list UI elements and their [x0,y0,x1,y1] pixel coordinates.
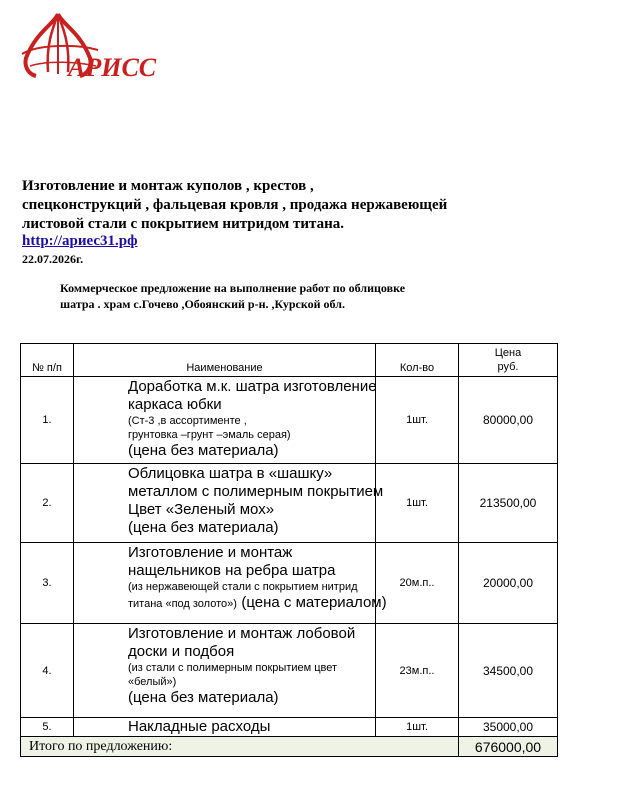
row-price: 20000,00 [459,543,558,624]
row-note: (цена без материала) [128,519,279,536]
header-price-unit: руб. [497,361,519,373]
table-row [21,718,558,737]
row-num: 5. [21,718,74,737]
row-details-mixed [128,594,387,612]
row-num: 1. [21,377,74,464]
row-title: Цвет «Зеленый мох» [128,501,275,518]
total-row [21,737,558,757]
table-row [21,464,558,543]
row-note: (цена без материала) [128,689,279,706]
row-num: 2. [21,464,74,543]
company-description [22,177,522,234]
row-description [74,464,384,543]
row-title: каркаса юбки [128,396,222,413]
total-value: 676000,00 [459,737,558,757]
row-price: 213500,00 [459,464,558,543]
row-title: Изготовление и монтаж [128,544,293,561]
row-qty: 23м.п.. [376,624,459,718]
header-name: Наименование [74,344,376,377]
document-date: 22.07.2026г. [22,252,84,266]
row-price: 80000,00 [459,377,558,464]
row-price: 35000,00 [459,718,558,737]
offer-line: Коммерческое предложение на выполнение работ по облицовке [60,281,406,295]
company-line: спецконструкций , фальцевая кровля , продажа нержавеющей [22,197,448,213]
offer-title [60,280,580,312]
row-price: 34500,00 [459,624,558,718]
row-title: Накладные расходы [128,718,271,735]
dome-logo-icon [18,10,178,90]
total-label: Итого по предложению: [21,737,459,757]
row-title: нащельников на ребра шатра [128,562,336,579]
row-title: доски и подбоя [128,643,235,660]
row-qty: 20м.п.. [376,543,459,624]
row-num: 3. [21,543,74,624]
row-title: Изготовление и монтаж лобовой [128,625,356,642]
row-title: металлом с полимерным покрытием [128,483,384,500]
row-qty: 1шт. [376,464,459,543]
row-title: Облицовка шатра в «шашку» [128,465,333,482]
row-title: Доработка м.к. шатра изготовление [128,378,377,395]
header-price-label: Цена [494,347,522,359]
table-header-row [21,344,558,377]
row-details-tail: титана «под золото») [128,598,237,610]
row-details: грунтовка –грунт –эмаль серая) [128,429,291,441]
website-link[interactable]: http://ариес31.рф [22,233,138,249]
header-qty: Кол-во [376,344,459,377]
row-details: (из стали с полимерным покрытием цвет [128,662,338,674]
company-line: Изготовление и монтаж куполов , крестов , [22,178,314,194]
row-description [74,718,376,737]
row-description [74,377,376,464]
company-line: листовой стали с покрытием нитридом титана. [22,216,344,232]
table-row [21,624,558,718]
logo-wordmark: АРИСС [68,53,157,82]
row-description [74,624,376,718]
row-num: 4. [21,624,74,718]
row-qty: 1шт. [376,718,459,737]
row-description [74,543,387,624]
header-num: № п/п [21,344,74,377]
table-row [21,377,558,464]
row-details: «белый») [128,676,177,688]
header-price [459,344,558,377]
row-note: (цена без материала) [128,442,279,459]
quote-table [20,343,558,757]
row-details: (из нержавеющей стали с покрытием нитрид [128,581,358,593]
table-row [21,543,558,624]
offer-line: шатра . храм с.Гочево ,Обоянский р-н. ,Курской обл. [60,297,345,311]
row-qty: 1шт. [376,377,459,464]
company-logo [18,10,178,90]
row-note: (цена с материалом) [241,594,387,611]
row-details: (Ст-3 ,в ассортименте , [128,415,247,427]
